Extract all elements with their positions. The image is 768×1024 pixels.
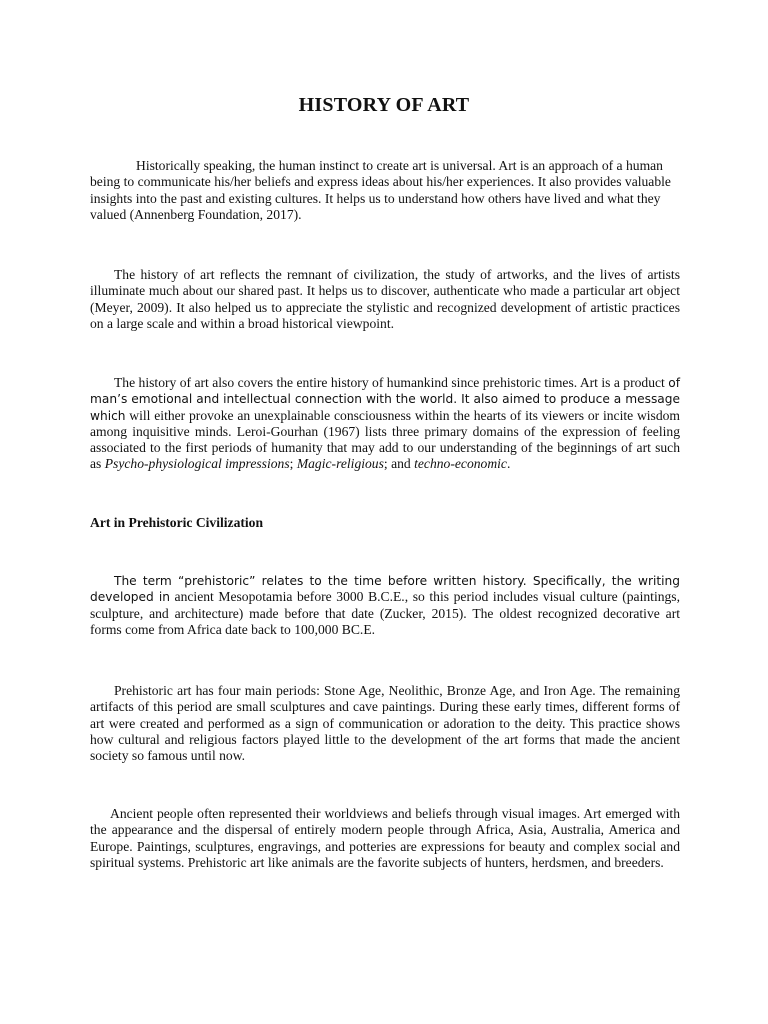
paragraph-text: ancient Mesopotamia before 3000 B.C.E., so this period includes visual culture (paintings, sculpture, and architecture) made before that date (Zucker, 2015). The oldest recognized decorative art forms come from Africa date back to 100,000 BC.E. — [90, 589, 680, 637]
term-magic-religious: Magic-religious — [296, 456, 384, 472]
sentence-end: . — [506, 456, 511, 472]
page-title: HISTORY OF ART — [298, 94, 470, 116]
paragraph-text: The history of art also covers the entire history of humankind since prehistoric times. Art is a product — [114, 375, 669, 390]
separator: ; — [289, 456, 297, 472]
paragraph-text: will either provoke an unexplainable consciousness within the hearts of its viewers or incite wisdom among inquisitive minds. Leroi-Gourhan (1967) lists three primary domains of the expression of feeling associated to the first periods of humanity that may add to our understanding of the beginnings of art such as — [90, 407, 680, 472]
paragraph-text-sans: of man’s emotional and intellectual connection with the world. It also aimed to produce a message which — [90, 376, 680, 423]
paragraph-intro: Historically speaking, the human instinct to create art is universal. Art is an approach of a human being to communicate his/her beliefs and express ideas about his/her experiences. It also provides valuable insights into the past and existing cultures. It helps us to understand how others have lived and what they valued (Annenberg Foundation, 2017). — [90, 158, 671, 222]
paragraph-four-periods: Prehistoric art has four main periods: Stone Age, Neolithic, Bronze Age, and Iron Age. The remaining artifacts of this period are small sculptures and cave paintings. During these early times, different forms of art were created and performed as a sign of communication or adoration to the deity. This practice shows how cultural and religious factors played little to the development of the art forms that made the ancient society so famous until now. — [90, 683, 680, 764]
paragraph-prehistoric-term — [90, 573, 680, 638]
paragraph-ancient-people: Ancient people often represented their worldviews and beliefs through visual images. Art emerged with the appearance and the dispersal of entirely modern people through Africa, Asia, Australia, America and Europe. Paintings, sculptures, engravings, and potteries are expressions for beauty and complex social and spiritual systems. Prehistoric art like animals are the favorite subjects of hunters, herdsmen, and breeders. — [90, 806, 680, 870]
separator: ; and — [383, 456, 415, 472]
section-heading: Art in Prehistoric Civilization — [90, 515, 264, 530]
paragraph-history-reflects: The history of art reflects the remnant of civilization, the study of artworks, and the lives of artists illuminate much about our shared past. It helps us to discover, authenticate who made a particular art object (Meyer, 2009). It also helped us to appreciate the stylistic and recognized development of artistic practices on a large scale and within a broad historical viewpoint. — [90, 267, 680, 331]
term-techno-economic: techno-economic — [414, 456, 507, 472]
paragraph-history-covers — [90, 375, 680, 473]
paragraph-text-sans: The term “prehistoric” relates to the time before written history. Specifically, the writing developed in — [90, 574, 680, 605]
term-psycho-physiological: Psycho-physiological impressions — [104, 456, 290, 472]
